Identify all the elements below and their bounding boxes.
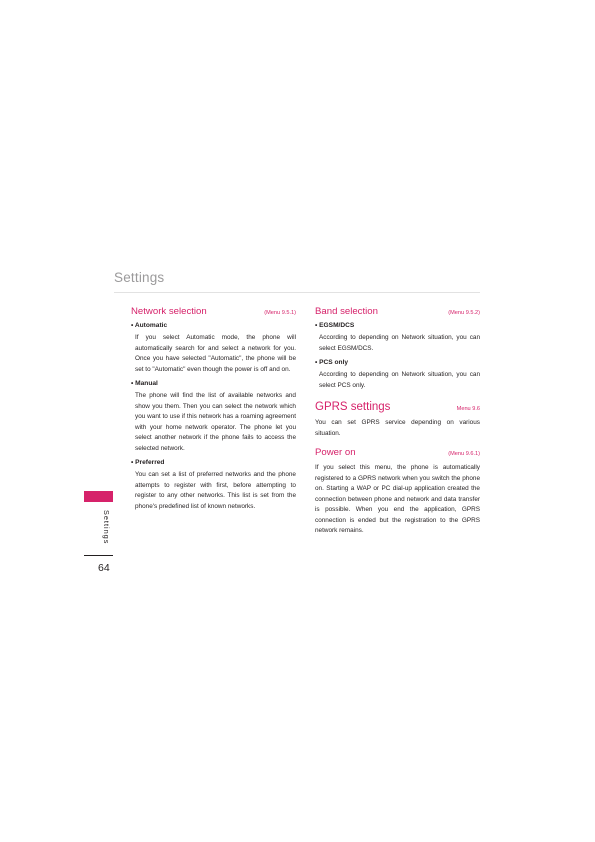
preferred-body: You can set a list of preferred networks and the phone attempts to register with first, before attempting to register to any other networks. This list is set from the phone's predefined list of known networks.	[135, 471, 296, 510]
page-number-rule	[84, 555, 113, 556]
network-selection-section	[131, 306, 296, 512]
power-on-header	[315, 447, 480, 458]
power-on-body: If you select this menu, the phone is automatically registered to a GPRS network when you switch the phone on. Starting a WAP or PC dial-up application created the connection between phone and network and data transfer is possible. When you end the application, GPRS connection is ended but the registration to the GPRS network remains.	[315, 464, 480, 534]
egsm-dcs-body: According to depending on Network situation, you can select EGSM/DCS.	[319, 334, 480, 352]
manual-heading: • Manual	[131, 380, 158, 387]
network-selection-header	[131, 306, 296, 317]
gprs-settings-section	[315, 401, 480, 439]
network-selection-menu-ref: (Menu 9.5.1)	[264, 310, 296, 316]
side-tab-label: Settings	[102, 510, 111, 545]
preferred-heading: • Preferred	[131, 459, 165, 466]
automatic-heading: • Automatic	[131, 322, 168, 329]
right-column	[315, 306, 480, 545]
power-on-menu-ref: (Menu 9.6.1)	[448, 451, 480, 457]
page-header-title: Settings	[114, 270, 165, 285]
page-number: 64	[98, 562, 110, 574]
band-selection-section	[315, 306, 480, 391]
power-on-section	[315, 447, 480, 537]
side-tab-marker	[84, 491, 113, 502]
band-selection-header	[315, 306, 480, 317]
automatic-body: If you select Automatic mode, the phone will automatically search for and select a network for you. Once you have selected "Automatic", the phone will be set to "Automatic" even though the power is off and on.	[135, 334, 296, 373]
gprs-settings-title: GPRS settings	[315, 401, 391, 413]
gprs-settings-header	[315, 401, 480, 413]
band-selection-title: Band selection	[315, 306, 378, 317]
gprs-settings-body: You can set GPRS service depending on various situation.	[315, 419, 480, 437]
header-divider	[114, 292, 480, 293]
left-column	[131, 306, 296, 518]
manual-body: The phone will find the list of available networks and show you them. Then you can select the network which you want to use if this network has a roaming agreement with your home network operator. The phone let you select another network if the phone fails to access the selected network.	[135, 392, 296, 452]
power-on-title: Power on	[315, 447, 356, 458]
egsm-dcs-heading: • EGSM/DCS	[315, 322, 355, 329]
gprs-settings-menu-ref: Menu 9.6	[456, 406, 480, 412]
network-selection-title: Network selection	[131, 306, 207, 317]
pcs-only-body: According to depending on Network situation, you can select PCS only.	[319, 371, 480, 389]
pcs-only-heading: • PCS only	[315, 359, 349, 366]
band-selection-menu-ref: (Menu 9.5.2)	[448, 310, 480, 316]
